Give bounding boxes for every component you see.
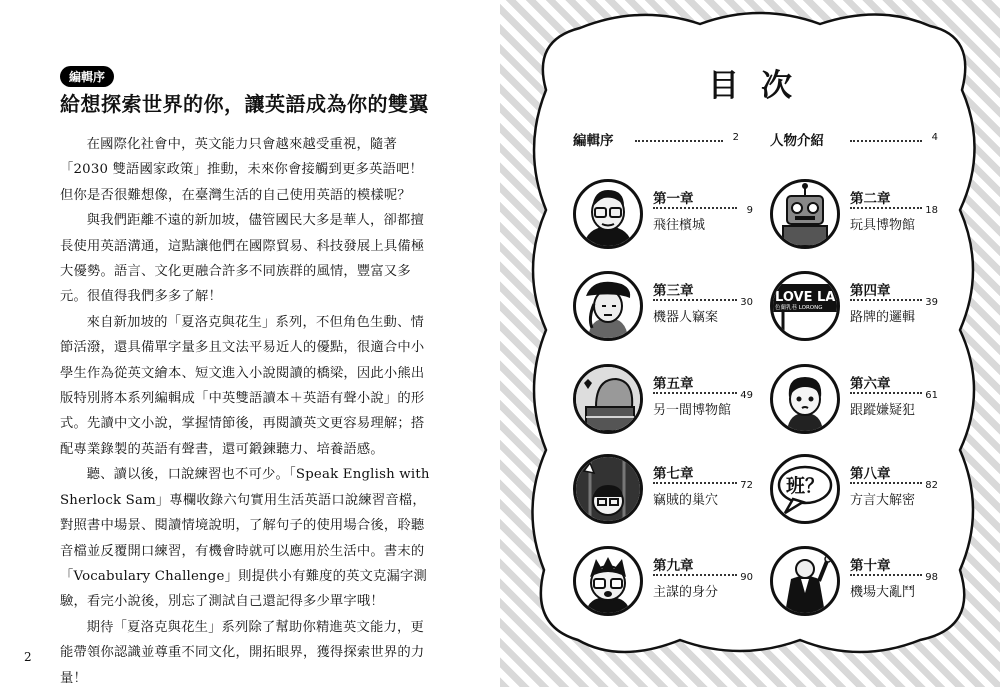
leader-dots xyxy=(653,207,737,209)
toc-chapter-7[interactable] xyxy=(573,454,753,534)
chapter-page: 90 xyxy=(740,572,753,583)
leader-dots xyxy=(850,207,922,209)
toc-chapter-8[interactable] xyxy=(770,454,938,534)
chapter-title: 方言大解密 xyxy=(850,493,916,508)
section-tag: 編輯序 xyxy=(60,66,114,87)
boy-with-glasses-icon xyxy=(573,179,643,249)
man-in-suit-icon xyxy=(770,546,840,616)
toc-chapter-9[interactable] xyxy=(573,546,753,626)
leader-dots xyxy=(653,482,737,484)
toc-chapter-6[interactable] xyxy=(770,364,938,444)
toc-page-number: 2 xyxy=(732,132,739,143)
chapter-title: 另一間博物館 xyxy=(653,403,732,418)
toc-chapter-5[interactable] xyxy=(573,364,753,444)
chapter-title: 飛往檳城 xyxy=(653,218,706,233)
page-number: 2 xyxy=(24,650,32,664)
chapter-page: 61 xyxy=(925,390,938,401)
leader-dots xyxy=(653,299,737,301)
toc-chapter-1[interactable] xyxy=(573,179,753,259)
leader-dots xyxy=(850,392,922,394)
bubble-text: 班？ xyxy=(785,475,825,497)
chapter-title: 跟蹤嫌疑犯 xyxy=(850,403,916,418)
left-page xyxy=(0,0,500,687)
toc-chapter-10[interactable] xyxy=(770,546,938,626)
chapter-number: 第三章 xyxy=(653,283,694,299)
chapter-number: 第五章 xyxy=(653,376,694,392)
chapter-page: 39 xyxy=(925,297,938,308)
leader-dots xyxy=(653,574,737,576)
chapter-number: 第二章 xyxy=(850,191,891,207)
toc-chapter-3[interactable] xyxy=(573,271,753,351)
chapter-title: 機場大亂鬥 xyxy=(850,585,916,600)
chapter-number: 第十章 xyxy=(850,558,891,574)
chapter-title: 路牌的邏輯 xyxy=(850,310,916,325)
robot-icon xyxy=(770,179,840,249)
toc-chapter-2[interactable] xyxy=(770,179,938,259)
street-sign-icon xyxy=(770,271,840,341)
chapter-page: 9 xyxy=(746,205,753,216)
sign-text: LOVE LA xyxy=(775,290,836,305)
chapter-number: 第六章 xyxy=(850,376,891,392)
chapter-title: 機器人竊案 xyxy=(653,310,719,325)
chapter-page: 98 xyxy=(925,572,938,583)
toc-entry-characters[interactable] xyxy=(770,129,938,149)
chapter-page: 82 xyxy=(925,480,938,491)
leader-dots xyxy=(850,482,922,484)
preface-body xyxy=(60,132,432,691)
girl-face-icon xyxy=(770,364,840,434)
chapter-number: 第一章 xyxy=(653,191,694,207)
right-page xyxy=(500,0,1000,687)
chapter-title: 玩具博物館 xyxy=(850,218,916,233)
leader-dots xyxy=(635,140,723,142)
chapter-page: 30 xyxy=(740,297,753,308)
boy-peeking-icon xyxy=(573,454,643,524)
surprised-boy-icon xyxy=(573,546,643,616)
paragraph: 來自新加坡的「夏洛克與花生」系列，不但角色生動、情節活潑，還具備單字量多且文法平易近人的優點，很適合中小學生作為從英文繪本、短文進入小說閱讀的橋梁，因此小熊出版特別將本系列編輯成「中英雙語讀本＋英語有聲小說」的形式。先讀中文小說，掌握情節後，再閱讀英文更容易理解；搭配專業錄製的英語有聲書，還可鍛鍊聽力、培養語感。 xyxy=(60,314,425,457)
paragraph: 與我們距離不遠的新加坡，儘管國民大多是華人，卻都擅長使用英語溝通，這點讓他們在國際貿易、科技發展上具備極大優勢。語言、文化更融合許多不同族群的風情，豐富又多元。很值得我們多多了解！ xyxy=(60,213,425,305)
sign-subtext: 色蘭乳巷 LORONG xyxy=(775,305,823,311)
toc-entry-preface[interactable] xyxy=(573,129,739,149)
paragraph: 期待「夏洛克與花生」系列除了幫助你精進英文能力，更能帶領你認識並尊重不同文化，開拓眼界，獲得探索世界的力量！ xyxy=(60,619,425,686)
speech-bubble-icon xyxy=(770,454,840,524)
paragraph: 聽、讀以後，口說練習也不可少。「Speak English with Sherlock Sam」專欄收錄六句實用生活英語口說練習音檔，對照書中場景、閱讀情境說明，了解句子的使用場合後，聆聽音檔並反覆開口練習，有機會時就可以應用於生活中。書末的「Vocabulary Challenge」則提供小有難度的英文克漏字測驗，看完小說後，別忘了測試自己還記得多少單字哦！ xyxy=(60,467,430,610)
leader-dots xyxy=(850,140,922,142)
chapter-number: 第四章 xyxy=(850,283,891,299)
toc-title: 目次 xyxy=(708,68,814,104)
chapter-page: 72 xyxy=(740,480,753,491)
paragraph: 在國際化社會中，英文能力只會越來越受重視，隨著「2030 雙語國家政策」推動，未來你會接觸到更多英語吧！但你是否很難想像，在臺灣生活的自己使用英語的模樣呢？ xyxy=(60,137,423,203)
toc-entry-label: 人物介紹 xyxy=(770,133,824,149)
chapter-number: 第九章 xyxy=(653,558,694,574)
leader-dots xyxy=(850,299,922,301)
woman-with-cap-icon xyxy=(573,271,643,341)
museum-exhibit-icon xyxy=(573,364,643,434)
chapter-number: 第七章 xyxy=(653,466,694,482)
chapter-title: 竊賊的巢穴 xyxy=(653,493,719,508)
leader-dots xyxy=(850,574,922,576)
leader-dots xyxy=(653,392,737,394)
chapter-number: 第八章 xyxy=(850,466,891,482)
toc-chapter-4[interactable] xyxy=(770,271,938,351)
chapter-page: 49 xyxy=(740,390,753,401)
toc-page-number: 4 xyxy=(931,132,938,143)
chapter-page: 18 xyxy=(925,205,938,216)
toc-entry-label: 編輯序 xyxy=(573,133,614,149)
chapter-title: 主謀的身分 xyxy=(653,585,719,600)
page-heading: 給想探索世界的你，讓英語成為你的雙翼 xyxy=(60,92,429,116)
